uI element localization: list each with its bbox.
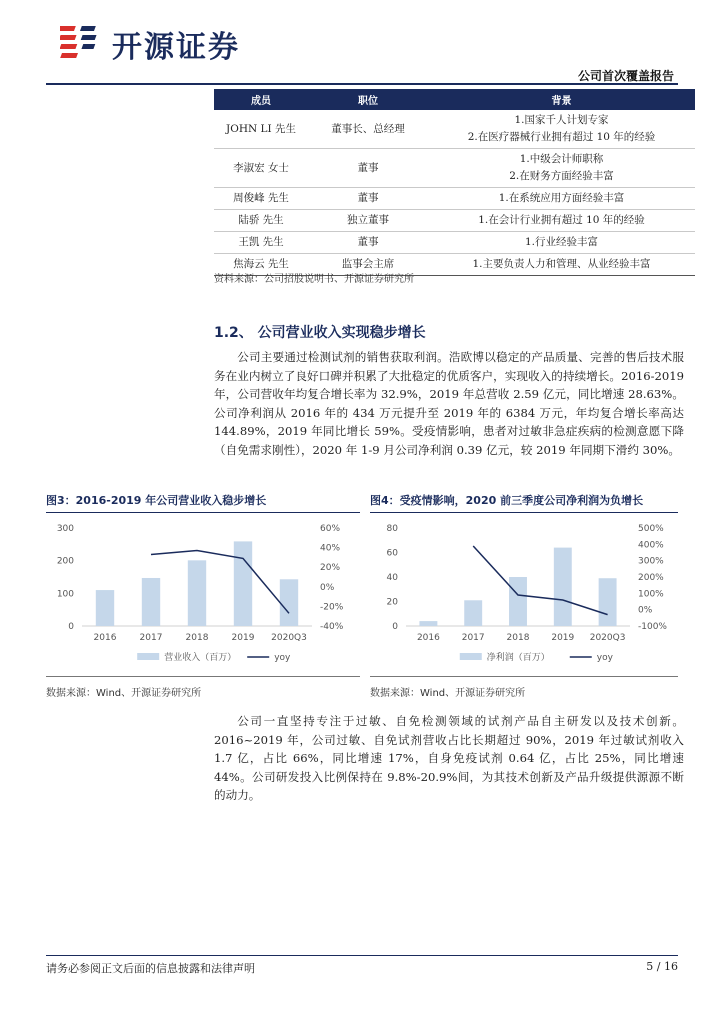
left-tick-label: 0 [68,622,74,632]
legend-bar-label: 净利润（百万） [486,653,550,663]
col-header-member: 成员 [214,89,308,110]
member-name: JOHN LI 先生 [214,110,308,149]
x-tick-label: 2018 [185,633,209,643]
member-background: 1.行业经验丰富 [428,232,695,254]
left-tick-label: 60 [386,548,398,559]
paragraph-1: 公司主要通过检测试剂的销售获取利润。浩欧博以稳定的产品质量、完善的售后技术服务在业内树立了良好口碑并积累了大批稳定的优质客户，实现收入的持续增长。2016-2019 年，公司营收年均复合增长率为 32.9%，2019 年总营收 2.59 亿元，同比增速 28.63%。公司净利润从 2016 年的 434 万元提升至 2019 年的 6384 万元，年均复合增长率高达 144.89%，2019 年同比增长 59%。受疫情影响，患者对过敏非急症疾病的检测意愿下降（自免需求刚性），2020 年 1-9 月公司净利润 0.39 亿元，较 2019 年同期下滑约 30%。 [214,350,684,457]
x-tick-label: 2019 [551,633,575,643]
right-tick-label: -40% [320,622,344,632]
yoy-line [151,551,289,614]
bar [142,578,160,626]
fig4-source: 数据来源：Wind、开源证券研究所 [370,688,526,699]
x-tick-label: 2017 [139,633,163,643]
bar [554,548,572,626]
legend-bar-label: 营业收入（百万） [164,653,237,663]
member-name: 李淑宏 女士 [214,149,308,188]
right-tick-label: 100% [638,589,664,600]
page-number: 5 / 16 [646,960,678,973]
fig4-title: 图4：受疫情影响，2020 前三季度公司净利润为负增长 [370,494,644,507]
member-position: 独立董事 [308,210,428,232]
right-tick-label: 0% [638,605,653,616]
background-line: 1.国家千人计划专家 [514,114,609,126]
bar [96,590,114,626]
logo-icon [60,20,104,64]
members-table [214,89,695,276]
member-background [428,149,695,188]
member-background: 1.在系统应用方面经验丰富 [428,188,695,210]
col-header-position: 职位 [308,89,428,110]
left-tick-label: 40 [386,573,398,583]
fig3-source: 数据来源：Wind、开源证券研究所 [46,688,202,699]
member-position: 董事 [308,188,428,210]
background-line: 2.在财务方面经验丰富 [509,170,614,182]
fig3-rule [46,512,360,513]
left-tick-label: 0 [392,622,398,632]
fig3-bottom-rule [46,676,360,677]
right-tick-label: 200% [638,573,664,583]
left-tick-label: 300 [56,524,74,534]
background-line: 1.中级会计师职称 [519,153,604,165]
right-tick-label: 60% [320,524,341,534]
member-position: 董事长、总经理 [308,110,428,149]
member-background: 1.在会计行业拥有超过 10 年的经验 [428,210,695,232]
right-tick-label: 500% [638,524,664,534]
right-tick-label: 300% [638,556,664,567]
x-tick-label: 2020Q3 [271,633,307,643]
right-tick-label: 20% [320,563,341,574]
bar [419,621,437,626]
section-title: 1.2、 公司营业收入实现稳步增长 [214,325,426,341]
member-position: 监事会主席 [308,254,428,276]
paragraph-2: 公司一直坚持专注于过敏、自免检测领域的试剂产品自主研发以及技术创新。2016~2019 年，公司过敏、自免试剂营收占比长期超过 90%，2019 年过敏试剂收入 1.7 亿，占比 66%，同比增速 17%，自身免疫试剂 0.64 亿，占比 25%，同比增速 44%。公司研发投入比例保持在 9.8%-20.9%间，为其技术创新及产品升级提供源源不断的动力。 [214,714,684,802]
member-position: 董事 [308,149,428,188]
legend-line-label: yoy [274,653,291,663]
fig3-chart [46,514,360,674]
table-row [214,210,695,232]
col-header-background: 背景 [428,89,695,110]
fig3-title: 图3：2016-2019 年公司营业收入稳步增长 [46,494,267,507]
table-source: 资料来源：公司招股说明书、开源证券研究所 [214,274,414,285]
fig4-chart [370,514,678,674]
right-tick-label: 400% [638,540,664,551]
logo-text: 开源证券 [112,30,240,65]
member-name: 周俊峰 先生 [214,188,308,210]
background-line: 2.在医疗器械行业拥有超过 10 年的经验 [467,131,656,143]
member-background: 1.主要负责人力和管理、从业经验丰富 [428,254,695,276]
right-tick-label: -20% [320,602,344,613]
right-tick-label: 40% [320,543,341,554]
legend-bar-swatch [137,653,159,660]
table-row [214,110,695,149]
footer-disclaimer: 请务必参阅正文后面的信息披露和法律声明 [46,962,255,975]
x-tick-label: 2016 [93,633,117,643]
member-name: 陆骄 先生 [214,210,308,232]
x-tick-label: 2016 [416,633,440,643]
bar [234,541,252,626]
right-tick-label: -100% [638,622,667,632]
fig4-rule [370,512,678,513]
x-tick-label: 2019 [231,633,255,643]
member-position: 董事 [308,232,428,254]
bar [509,577,527,626]
left-tick-label: 200 [56,556,74,567]
fig4-bottom-rule [370,676,678,677]
legend-bar-swatch [460,653,482,660]
report-type: 公司首次覆盖报告 [577,69,674,83]
header-rule [46,83,678,85]
member-name: 王凯 先生 [214,232,308,254]
left-tick-label: 100 [56,589,74,600]
x-tick-label: 2020Q3 [589,633,626,643]
table-header-row [214,89,695,110]
yoy-line [473,546,607,615]
table-row [214,149,695,188]
legend-line-label: yoy [596,653,613,663]
bar [599,578,617,626]
bar [280,579,298,626]
right-tick-label: 0% [320,582,335,593]
member-background [428,110,695,149]
bar [188,560,206,626]
table-row [214,232,695,254]
left-tick-label: 20 [386,597,398,608]
x-tick-label: 2017 [461,633,485,643]
x-tick-label: 2018 [506,633,530,643]
table-row [214,188,695,210]
bar [464,600,482,626]
footer-rule [46,955,678,956]
member-name: 焦海云 先生 [214,254,308,276]
left-tick-label: 80 [386,524,398,534]
